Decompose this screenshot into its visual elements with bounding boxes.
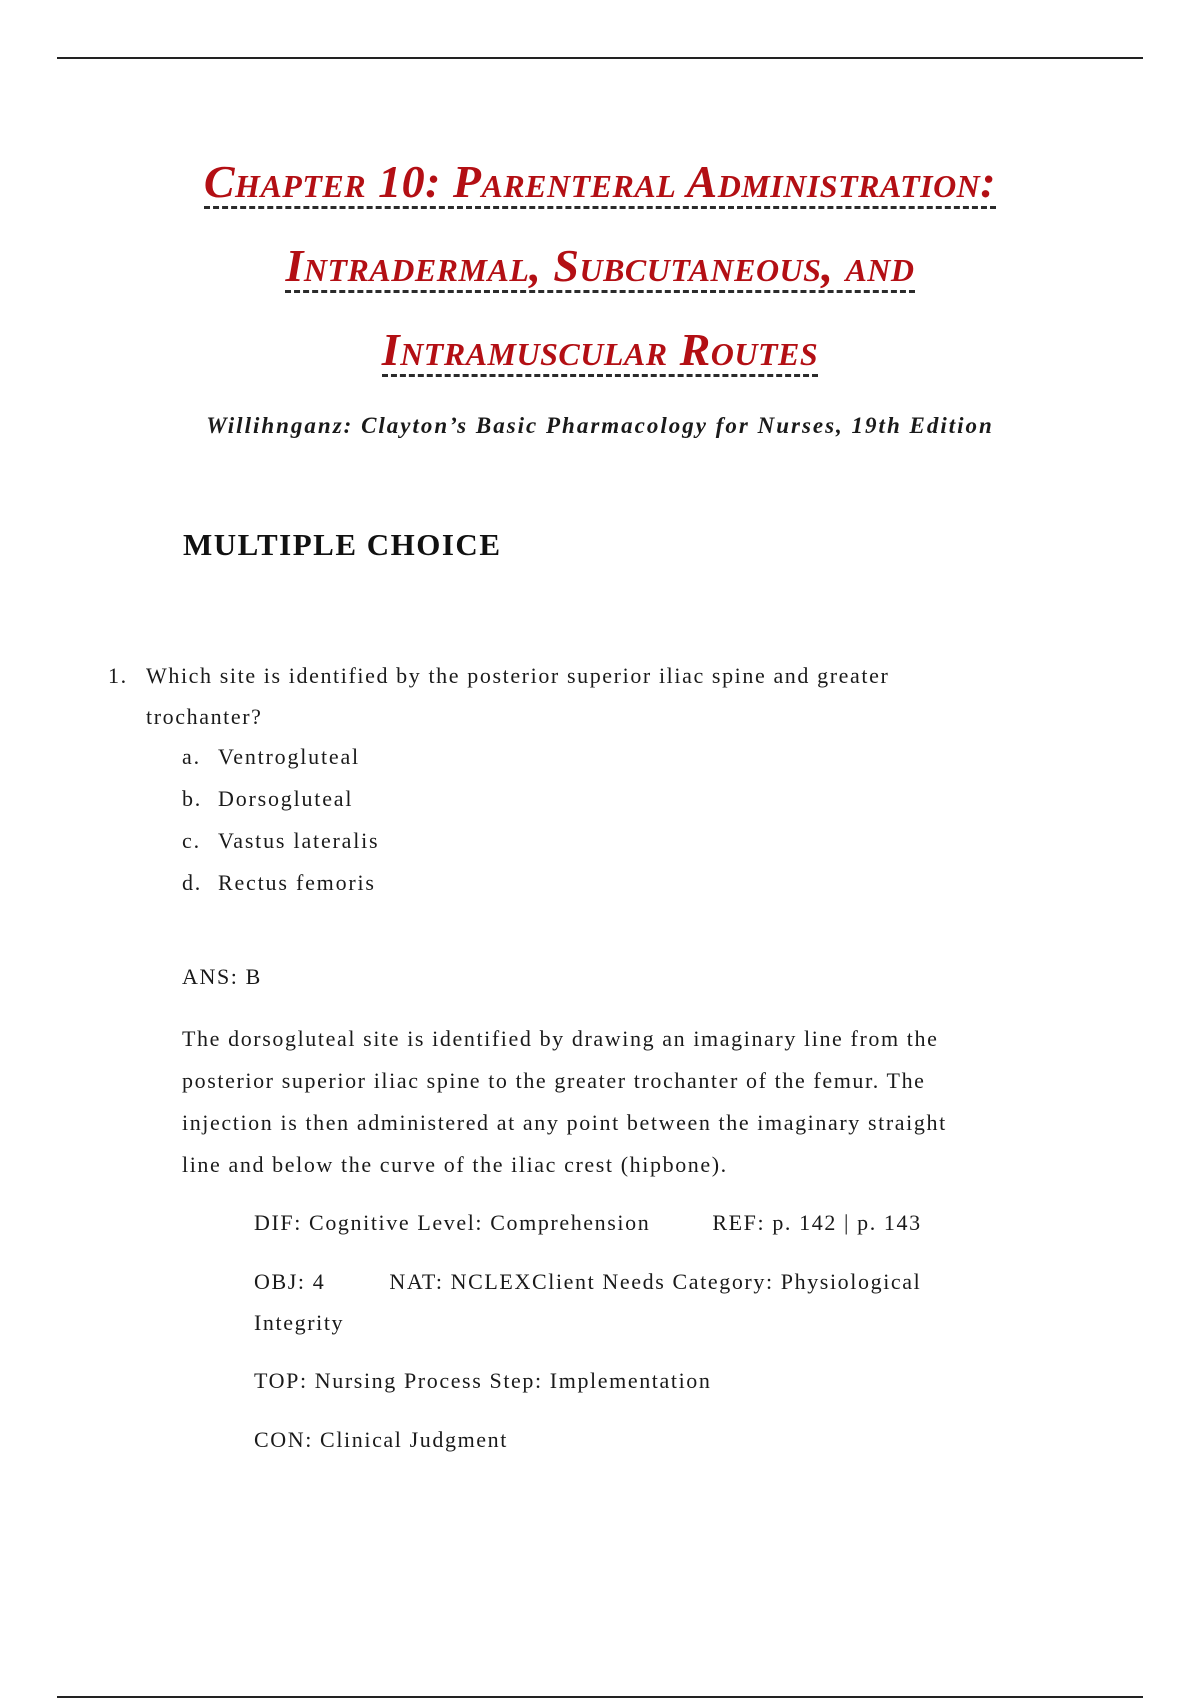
chapter-title-line-2: Intradermal, Subcutaneous, and — [285, 240, 915, 291]
section-heading: MULTIPLE CHOICE — [183, 527, 502, 562]
option-text: Rectus femoris — [218, 870, 376, 895]
option-text: Dorsogluteal — [218, 786, 354, 811]
top-divider — [57, 57, 1143, 59]
option-letter: c. — [182, 828, 201, 853]
question-number: 1. — [108, 663, 128, 688]
book-subtitle: Willihnganz: Clayton’s Basic Pharmacology for Nurses, 19th Edition — [206, 413, 994, 438]
rationale — [182, 1018, 1052, 1186]
meta-nat: NAT: NCLEXClient Needs Category: Physiological — [389, 1269, 922, 1294]
question-text-line-2: trochanter? — [146, 704, 263, 729]
chapter-title-line-3: Intramuscular Routes — [381, 324, 819, 375]
meta-nat-cont: Integrity — [254, 1310, 345, 1335]
option-letter: d. — [182, 870, 203, 895]
meta-dif-ref — [254, 1202, 922, 1243]
rationale-line: injection is then administered at any point between the imaginary straight — [182, 1110, 947, 1135]
rationale-line: The dorsogluteal site is identified by drawing an imaginary line from the — [182, 1026, 939, 1051]
question-stem — [108, 655, 1008, 737]
option-b — [182, 778, 379, 820]
rationale-line: line and below the curve of the iliac crest (hipbone). — [182, 1152, 728, 1177]
chapter-title-line-1: Chapter 10: Parenteral Administration: — [203, 156, 997, 207]
bottom-divider — [57, 1696, 1143, 1698]
meta-obj: OBJ: 4 — [254, 1269, 326, 1294]
option-text: Ventrogluteal — [218, 744, 360, 769]
rationale-line: posterior superior iliac spine to the greater trochanter of the femur. The — [182, 1068, 926, 1093]
meta-obj-nat — [254, 1261, 1014, 1343]
answer-key: ANS: B — [182, 964, 262, 989]
option-letter: a. — [182, 744, 201, 769]
chapter-title — [0, 140, 1200, 392]
meta-ref: REF: p. 142 | p. 143 — [712, 1210, 922, 1235]
question-text-line-1: Which site is identified by the posterior superior iliac spine and greater — [146, 663, 890, 688]
meta-con: CON: Clinical Judgment — [254, 1427, 508, 1452]
option-c — [182, 820, 379, 862]
option-d — [182, 862, 379, 904]
option-text: Vastus lateralis — [218, 828, 380, 853]
option-letter: b. — [182, 786, 203, 811]
option-a — [182, 736, 379, 778]
answer-options — [182, 736, 379, 904]
meta-dif: DIF: Cognitive Level: Comprehension — [254, 1210, 651, 1235]
meta-top: TOP: Nursing Process Step: Implementation — [254, 1368, 712, 1393]
